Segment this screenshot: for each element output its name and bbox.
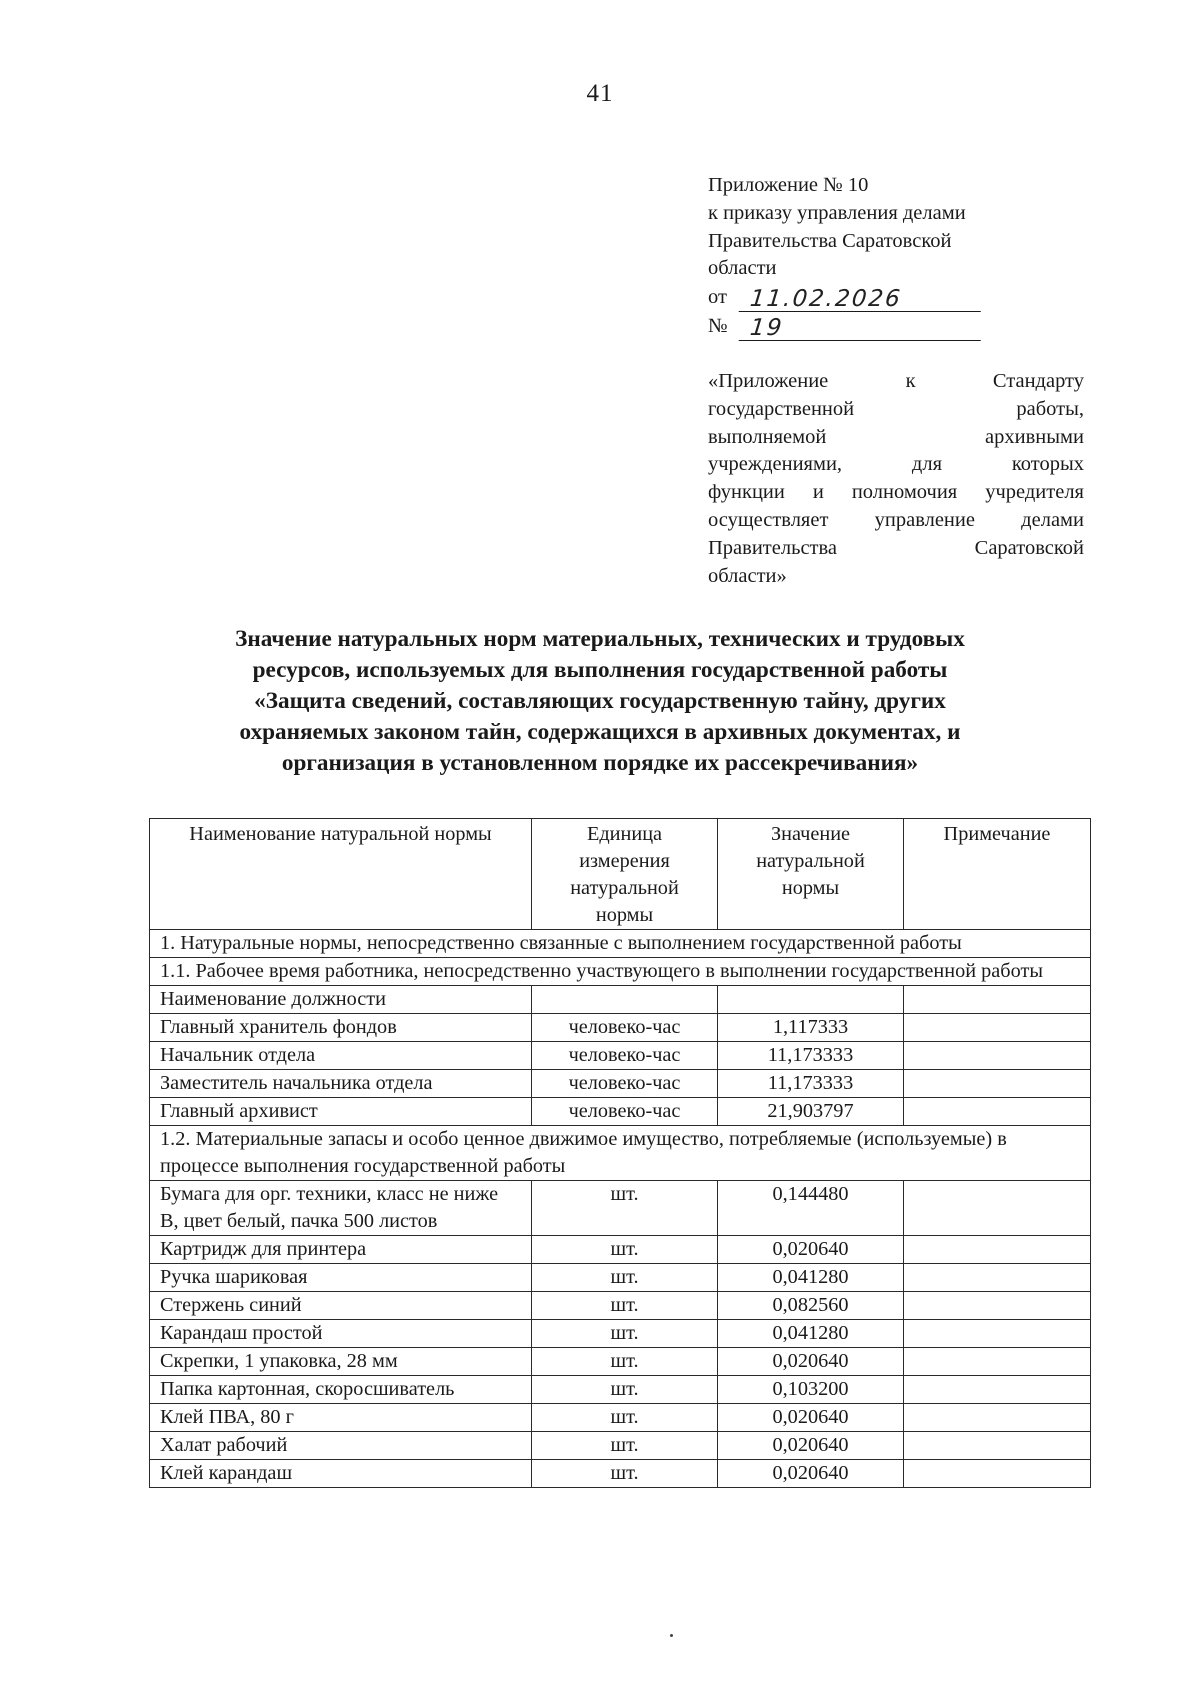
row-value: 0,020640 <box>718 1460 904 1488</box>
title-line: организация в установленном порядке их рассекречивания» <box>281 750 919 776</box>
row-value: 0,041280 <box>718 1320 904 1348</box>
row-unit: шт. <box>532 1460 718 1488</box>
row-value: 11,173333 <box>718 1070 904 1098</box>
norms-table <box>149 818 1091 1488</box>
table-row <box>150 1098 1091 1126</box>
table-cell <box>904 986 1091 1014</box>
section-heading: 1. Натуральные нормы, непосредственно связанные с выполнением государственной работы <box>150 930 1091 958</box>
row-note <box>904 1460 1091 1488</box>
title-line: ресурсов, используемых для выполнения государственной работы <box>252 657 948 683</box>
row-value: 0,020640 <box>718 1404 904 1432</box>
table-row <box>150 1236 1091 1264</box>
row-note <box>904 1320 1091 1348</box>
row-unit: шт. <box>532 1181 718 1236</box>
row-unit: шт. <box>532 1264 718 1292</box>
section-row <box>150 958 1091 986</box>
row-value: 1,117333 <box>718 1014 904 1042</box>
table-row <box>150 1042 1091 1070</box>
title-line: Значение натуральных норм материальных, технических и трудовых <box>235 626 965 652</box>
row-note <box>904 1070 1091 1098</box>
appendix-line: Приложение № 10 <box>708 174 869 196</box>
table-row <box>150 1460 1091 1488</box>
row-name: Карандаш простой <box>150 1320 532 1348</box>
row-unit: человеко-час <box>532 1098 718 1126</box>
column-header-value: Значение натуральной нормы <box>718 819 904 930</box>
note-line: «Приложение к Стандарту <box>708 370 1084 392</box>
row-note <box>904 1264 1091 1292</box>
appendix-line: области <box>708 257 777 280</box>
section-heading: 1.1. Рабочее время работника, непосредственно участвующего в выполнении государственной работы <box>150 958 1091 986</box>
row-name: Клей ПВА, 80 г <box>150 1404 532 1432</box>
row-note <box>904 1376 1091 1404</box>
row-value: 0,082560 <box>718 1292 904 1320</box>
row-value: 0,020640 <box>718 1348 904 1376</box>
order-date-row <box>708 283 1088 312</box>
position-header-cell: Наименование должности <box>150 986 532 1014</box>
row-value: 0,020640 <box>718 1432 904 1460</box>
row-unit: человеко-час <box>532 1070 718 1098</box>
row-note <box>904 1042 1091 1070</box>
note-line: осуществляет управление делами <box>708 508 1084 531</box>
row-name: Халат рабочий <box>150 1432 532 1460</box>
table-row <box>150 1404 1091 1432</box>
row-value: 0,020640 <box>718 1236 904 1264</box>
note-line: учреждениями, для которых <box>708 453 1084 476</box>
note-line: функции и полномочия учредителя <box>708 481 1084 504</box>
row-unit: шт. <box>532 1404 718 1432</box>
row-note <box>904 1404 1091 1432</box>
handwritten-number: 19 <box>739 316 984 341</box>
table-header-row <box>150 819 1091 930</box>
table-cell <box>532 986 718 1014</box>
handwritten-date: 11.02.2026 <box>739 287 984 312</box>
row-name: Картридж для принтера <box>150 1236 532 1264</box>
row-unit: шт. <box>532 1320 718 1348</box>
number-label: № <box>708 315 728 338</box>
row-value: 0,103200 <box>718 1376 904 1404</box>
row-value: 0,144480 <box>718 1181 904 1236</box>
row-name: Скрепки, 1 упаковка, 28 мм <box>150 1348 532 1376</box>
row-note <box>904 1014 1091 1042</box>
row-unit: шт. <box>532 1236 718 1264</box>
row-name: Стержень синий <box>150 1292 532 1320</box>
table-row <box>150 1181 1091 1236</box>
standard-reference-note <box>708 368 1084 590</box>
row-name: Главный архивист <box>150 1098 532 1126</box>
note-line: Правительства Саратовской <box>708 536 1084 559</box>
table-row <box>150 1348 1091 1376</box>
section-heading: 1.2. Материальные запасы и особо ценное движимое имущество, потребляемые (используемые) в процессе выполнения государственной работы <box>150 1126 1091 1181</box>
row-name: Папка картонная, скоросшиватель <box>150 1376 532 1404</box>
row-note <box>904 1432 1091 1460</box>
table-cell <box>718 986 904 1014</box>
row-name: Клей карандаш <box>150 1460 532 1488</box>
date-label: от <box>708 286 727 309</box>
note-line: области» <box>708 564 787 587</box>
row-name: Бумага для орг. техники, класс не ниже В, цвет белый, пачка 500 листов <box>150 1181 532 1236</box>
document-title <box>150 624 1050 779</box>
page-number: 41 <box>586 80 614 107</box>
row-unit: человеко-час <box>532 1042 718 1070</box>
table-row <box>150 1014 1091 1042</box>
row-note <box>904 1181 1091 1236</box>
title-line: «Защита сведений, составляющих государственную тайну, других <box>254 688 946 714</box>
row-note <box>904 1348 1091 1376</box>
note-line: выполняемой архивными <box>708 425 1084 448</box>
column-header-name: Наименование натуральной нормы <box>150 819 532 930</box>
appendix-block <box>708 172 1088 341</box>
table-row <box>150 1376 1091 1404</box>
row-name: Ручка шариковая <box>150 1264 532 1292</box>
row-value: 11,173333 <box>718 1042 904 1070</box>
row-note <box>904 1236 1091 1264</box>
table-row <box>150 1070 1091 1098</box>
appendix-line: к приказу управления делами <box>708 201 966 224</box>
row-value: 21,903797 <box>718 1098 904 1126</box>
column-header-unit: Единица измерения натуральной нормы <box>532 819 718 930</box>
row-name: Заместитель начальника отдела <box>150 1070 532 1098</box>
table-row <box>150 1320 1091 1348</box>
section-row <box>150 1126 1091 1181</box>
row-unit: шт. <box>532 1432 718 1460</box>
section-row <box>150 930 1091 958</box>
row-unit: шт. <box>532 1292 718 1320</box>
row-note <box>904 1098 1091 1126</box>
table-row <box>150 1292 1091 1320</box>
scan-speck <box>670 1634 673 1637</box>
order-number-row <box>708 312 1088 341</box>
title-line: охраняемых законом тайн, содержащихся в архивных документах, и <box>239 719 961 745</box>
table-row <box>150 1432 1091 1460</box>
row-name: Главный хранитель фондов <box>150 1014 532 1042</box>
row-value: 0,041280 <box>718 1264 904 1292</box>
row-note <box>904 1292 1091 1320</box>
appendix-line: Правительства Саратовской <box>708 229 952 252</box>
column-header-note: Примечание <box>904 819 1091 930</box>
table-row <box>150 986 1091 1014</box>
row-name: Начальник отдела <box>150 1042 532 1070</box>
note-line: государственной работы, <box>708 397 1084 420</box>
row-unit: шт. <box>532 1348 718 1376</box>
row-unit: шт. <box>532 1376 718 1404</box>
table-row <box>150 1264 1091 1292</box>
row-unit: человеко-час <box>532 1014 718 1042</box>
